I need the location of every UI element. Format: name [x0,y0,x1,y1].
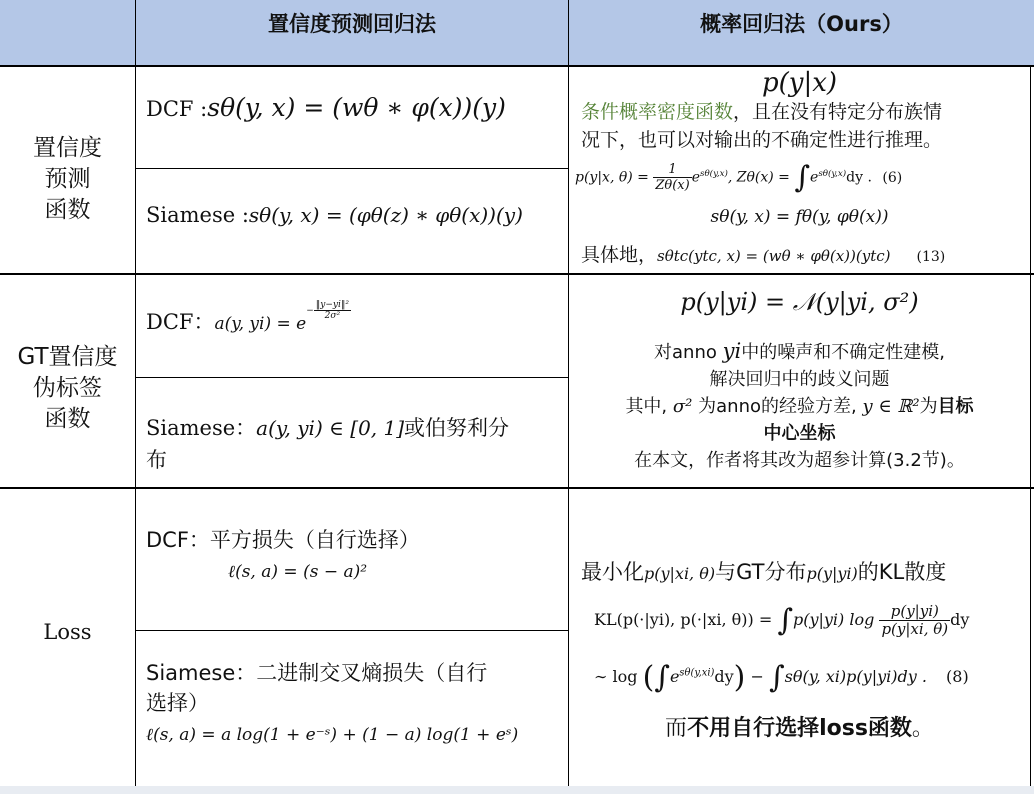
header-col-probabilistic: 概率回归法（Ours） [700,12,903,36]
row-label-confidence: 置信度 预测 函数 [33,135,102,223]
eq-number: (13) [916,249,946,265]
green-term: 条件概率密度函数 [581,101,734,123]
eq-13: 具体地，sθtc(ytc, x) = (wθ ∗ φθ(x))(ytc) (13) [581,244,946,266]
bottom-band [0,786,1034,794]
grid-line [0,65,1034,67]
gt-dcf-cell: DCF：a(y, yi) = e− $\frac{\text{‖y−yi‖²}}{\text{2σ²}}$ [146,300,349,334]
loss-right-l1: 最小化p(y|xi, θ)与GT分布p(y|yi)的KL散度 [581,560,947,584]
grid-line [136,168,568,169]
gt-right-text: 对anno yi中的噪声和不确定性建模, 解决回归中的歧义问题 其中, σ² 为anno的经验方差, y ∈ ℝ²为目标 中心坐标 在本文，作者将其改为超参计算(3.2节)。 [625,339,974,471]
dcf-formula: sθ(y, x) = (wθ ∗ φ(x))(y) [207,93,506,122]
loss-siamese-formula: ℓ(s, a) = a log(1 + e⁻ˢ) + (1 − a) log(1 + eˢ) [146,725,519,745]
eq-s-f: sθ(y, x) = fθ(y, φθ(x)) [710,207,889,227]
right-title-pyx: p(y|x) [761,68,838,98]
grid-line [1030,65,1031,794]
header-col-confidence: 置信度预测回归法 [268,12,436,36]
row-label-gt: GT置信度 伪标签 函数 [17,344,118,432]
right-title-gaussian: p(y|yi) = 𝒩(y|yi, σ²) [680,288,919,316]
dcf-prefix: DCF : [146,97,208,121]
loss-right-last: 而不用自行选择loss函数。 [665,716,934,741]
siamese-prefix: Siamese : [146,203,249,227]
grid-line [0,487,1034,489]
eq-kl: KL(p(·|yi), p(·|xi, θ)) = ∫p(y|yi) log $\frac{p(y|yi)}{p(y|xi, \theta)}$ dy [594,602,970,638]
loss-dcf-cell: DCF：平方损失（自行选择） [146,528,420,552]
eq-kl-approx: ∼ $\log (\int e^{s\theta(y,xi)}dy) - \int s\theta(y$, xi)p(y|yi)dy . (8) [594,660,969,695]
conf-right-text: 条件概率密度函数，且在没有特定分布族情 况下，也可以对输出的不确定性进行推理。 [581,101,943,151]
gt-siamese-cell: Siamese：a(y, yi) ∈ [0, 1]或伯努利分 布 [146,416,510,472]
eq-6: p(y|x, θ) = $\frac{1}{Z\theta(x)}$ $e^{s\theta(y,x)}$, $Z\theta(x) = \int e^{s\theta(y,x)}dy$ . (6) [575,160,903,195]
grid-line [135,0,136,794]
grid-line [136,377,568,378]
conf-dcf-cell [146,93,506,122]
row-label-loss: Loss [43,620,92,644]
eq-number: (8) [946,667,969,686]
loss-dcf-formula: ℓ(s, a) = (s − a)² [228,562,368,582]
eq-number: (6) [882,169,903,186]
loss-siamese-cell: Siamese：二进制交叉熵损失（自行 选择） [146,661,488,715]
siamese-formula: sθ(y, x) = (φθ(z) ∗ φθ(x))(y) [248,203,523,227]
conf-siamese-cell [146,203,523,227]
grid-line [136,630,568,631]
grid-line [0,273,1034,275]
